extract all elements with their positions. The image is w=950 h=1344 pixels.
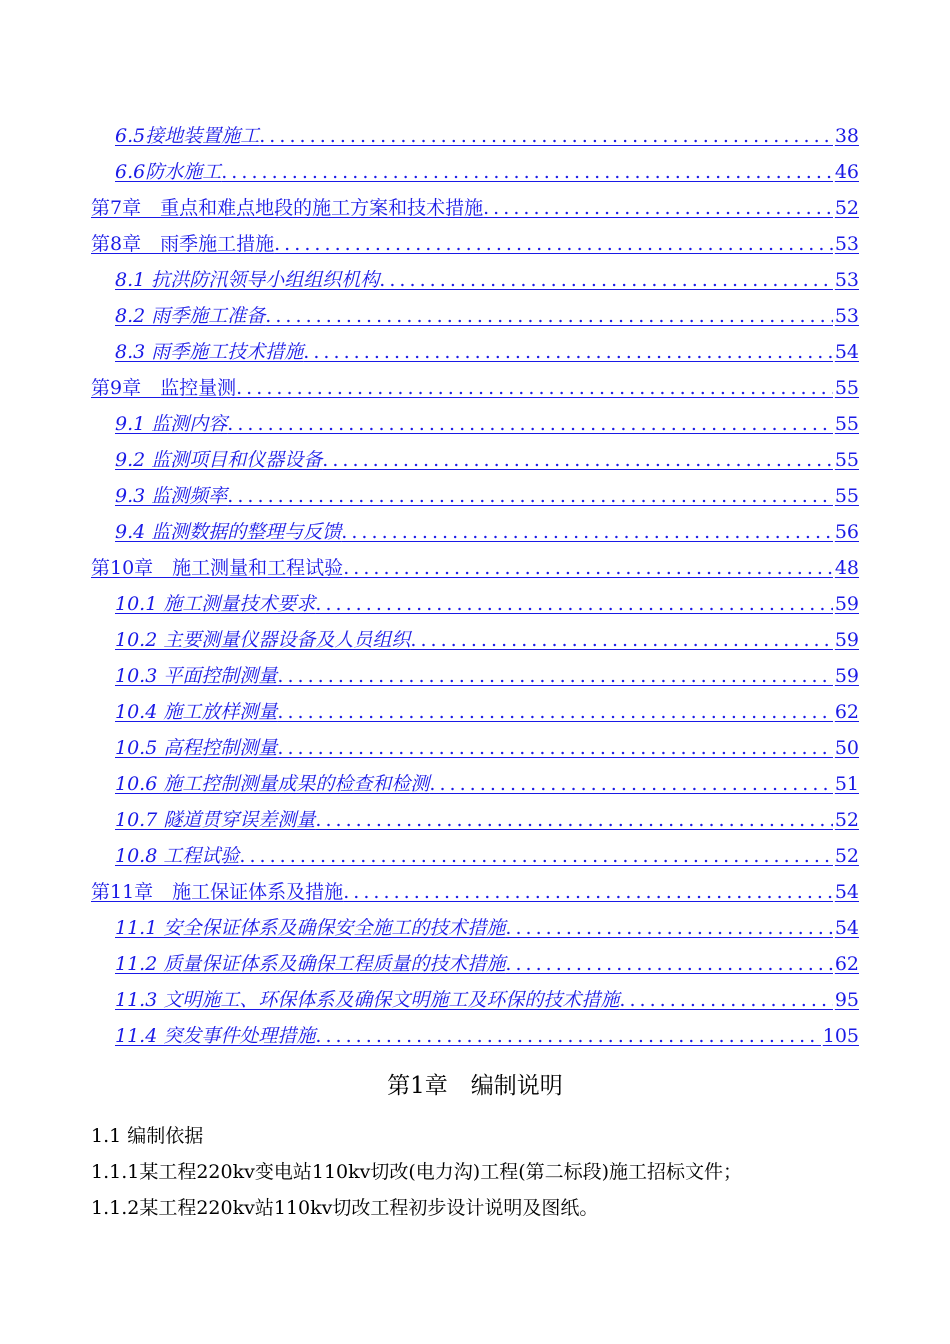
- toc-entry-title: 6.5接地装置施工: [115, 125, 260, 147]
- toc-entry-title: 11.2 质量保证体系及确保工程质量的技术措施: [115, 953, 506, 975]
- toc-dot-leader: [259, 118, 833, 154]
- toc-entry-title: 11.3 文明施工、环保体系及确保文明施工及环保的技术措施: [115, 989, 620, 1011]
- toc-entry-title: 10.3 平面控制测量: [115, 665, 278, 687]
- toc-page-number: 53: [834, 305, 859, 327]
- toc-section-link[interactable]: [91, 514, 859, 550]
- toc-page-number: 53: [834, 233, 859, 255]
- toc-section-link[interactable]: [91, 838, 859, 874]
- chapter-heading: 第1章 编制说明: [387, 1073, 563, 1099]
- toc-dot-leader: [303, 334, 833, 370]
- toc-section-link[interactable]: [91, 946, 859, 982]
- toc-dot-leader: [236, 370, 833, 406]
- toc-dot-leader: [410, 622, 832, 658]
- toc-entry-title: 10.2 主要测量仪器设备及人员组织: [115, 629, 411, 651]
- toc-dot-leader: [274, 226, 833, 262]
- toc-dot-leader: [239, 838, 832, 874]
- toc-entry-title: 8.2 雨季施工准备: [115, 305, 266, 327]
- toc-section-link[interactable]: [91, 982, 859, 1018]
- toc-page-number: 52: [834, 845, 859, 867]
- toc-dot-leader: [341, 514, 833, 550]
- toc-dot-leader: [227, 406, 833, 442]
- toc-page-number: 52: [834, 197, 859, 219]
- toc-entry-title: 10.5 高程控制测量: [115, 737, 278, 759]
- toc-page-number: 62: [834, 953, 859, 975]
- toc-section-link[interactable]: [91, 118, 859, 154]
- toc-dot-leader: [483, 190, 833, 226]
- toc-page-number: 54: [834, 881, 859, 903]
- toc-chapter-link[interactable]: [91, 370, 859, 406]
- toc-entry-title: 9.3 监测频率: [115, 485, 228, 507]
- toc-chapter-link[interactable]: [91, 226, 859, 262]
- toc-dot-leader: [277, 694, 832, 730]
- toc-page-number: 56: [834, 521, 859, 543]
- toc-page-number: 52: [834, 809, 859, 831]
- toc-entry-title: 9.2 监测项目和仪器设备: [115, 449, 323, 471]
- toc-chapter-link[interactable]: [91, 874, 859, 910]
- toc-entry-title: 第9章 监控量测: [91, 377, 237, 399]
- toc-section-link[interactable]: [91, 154, 859, 190]
- body-paragraph: 1.1.1某工程220kv变电站110kv切改(电力沟)工程(第二标段)施工招标文件；: [91, 1161, 743, 1183]
- toc-section-link[interactable]: [91, 1018, 859, 1054]
- toc-section-link[interactable]: [91, 262, 859, 298]
- toc-page-number: 105: [822, 1025, 859, 1047]
- toc-page-number: 53: [834, 269, 859, 291]
- toc-chapter-link[interactable]: [91, 550, 859, 586]
- toc-dot-leader: [315, 802, 832, 838]
- toc-page-number: 59: [834, 593, 859, 615]
- toc-section-link[interactable]: [91, 694, 859, 730]
- toc-entry-title: 11.1 安全保证体系及确保安全施工的技术措施: [115, 917, 506, 939]
- toc-dot-leader: [429, 766, 832, 802]
- section-heading: 1.1 编制依据: [91, 1125, 204, 1147]
- toc-dot-leader: [315, 1018, 820, 1054]
- toc-section-link[interactable]: [91, 622, 859, 658]
- body-paragraph: 1.1.2某工程220kv站110kv切改工程初步设计说明及图纸。: [91, 1197, 599, 1219]
- toc-section-link[interactable]: [91, 802, 859, 838]
- toc-dot-leader: [277, 730, 832, 766]
- toc-page-number: 55: [834, 449, 859, 471]
- toc-page-number: 38: [834, 125, 859, 147]
- toc-section-link[interactable]: [91, 334, 859, 370]
- toc-page-number: 95: [834, 989, 859, 1011]
- toc-entry-title: 10.8 工程试验: [115, 845, 240, 867]
- toc-section-link[interactable]: [91, 406, 859, 442]
- toc-page-number: 59: [834, 629, 859, 651]
- toc-entry-title: 10.7 隧道贯穿误差测量: [115, 809, 316, 831]
- toc-chapter-link[interactable]: [91, 190, 859, 226]
- toc-dot-leader: [343, 550, 833, 586]
- toc-page-number: 55: [834, 413, 859, 435]
- toc-entry-title: 8.3 雨季施工技术措施: [115, 341, 304, 363]
- toc-dot-leader: [619, 982, 832, 1018]
- toc-entry-title: 第10章 施工测量和工程试验: [91, 557, 344, 579]
- toc-entry-title: 9.4 监测数据的整理与反馈: [115, 521, 342, 543]
- toc-section-link[interactable]: [91, 910, 859, 946]
- toc-page-number: 59: [834, 665, 859, 687]
- toc-dot-leader: [505, 910, 832, 946]
- toc-entry-title: 11.4 突发事件处理措施: [115, 1025, 316, 1047]
- toc-dot-leader: [221, 154, 833, 190]
- toc-dot-leader: [277, 658, 832, 694]
- toc-page-number: 55: [834, 485, 859, 507]
- toc-section-link[interactable]: [91, 658, 859, 694]
- toc-entry-title: 10.4 施工放样测量: [115, 701, 278, 723]
- toc-dot-leader: [227, 478, 833, 514]
- toc-section-link[interactable]: [91, 586, 859, 622]
- toc-dot-leader: [343, 874, 833, 910]
- toc-section-link[interactable]: [91, 766, 859, 802]
- toc-dot-leader: [315, 586, 832, 622]
- toc-page-number: 55: [834, 377, 859, 399]
- body-text: [91, 1118, 871, 1226]
- toc-page-number: 54: [834, 341, 859, 363]
- toc-dot-leader: [379, 262, 833, 298]
- toc-entry-title: 第7章 重点和难点地段的施工方案和技术措施: [91, 197, 484, 219]
- toc-section-link[interactable]: [91, 730, 859, 766]
- toc-page-number: 54: [834, 917, 859, 939]
- toc-dot-leader: [322, 442, 833, 478]
- toc-section-link[interactable]: [91, 442, 859, 478]
- toc-page-number: 46: [834, 161, 859, 183]
- toc-section-link[interactable]: [91, 478, 859, 514]
- toc-entry-title: 9.1 监测内容: [115, 413, 228, 435]
- toc-dot-leader: [265, 298, 833, 334]
- toc-page-number: 62: [834, 701, 859, 723]
- toc-entry-title: 第11章 施工保证体系及措施: [91, 881, 344, 903]
- toc-entry-title: 6.6防水施工: [115, 161, 222, 183]
- toc-page-number: 50: [834, 737, 859, 759]
- toc-entry-title: 8.1 抗洪防汛领导小组组织机构: [115, 269, 380, 291]
- toc-dot-leader: [505, 946, 832, 982]
- table-of-contents: [91, 118, 859, 1054]
- toc-entry-title: 10.6 施工控制测量成果的检查和检测: [115, 773, 430, 795]
- toc-page-number: 48: [834, 557, 859, 579]
- toc-page-number: 51: [834, 773, 859, 795]
- toc-entry-title: 10.1 施工测量技术要求: [115, 593, 316, 615]
- toc-entry-title: 第8章 雨季施工措施: [91, 233, 275, 255]
- toc-section-link[interactable]: [91, 298, 859, 334]
